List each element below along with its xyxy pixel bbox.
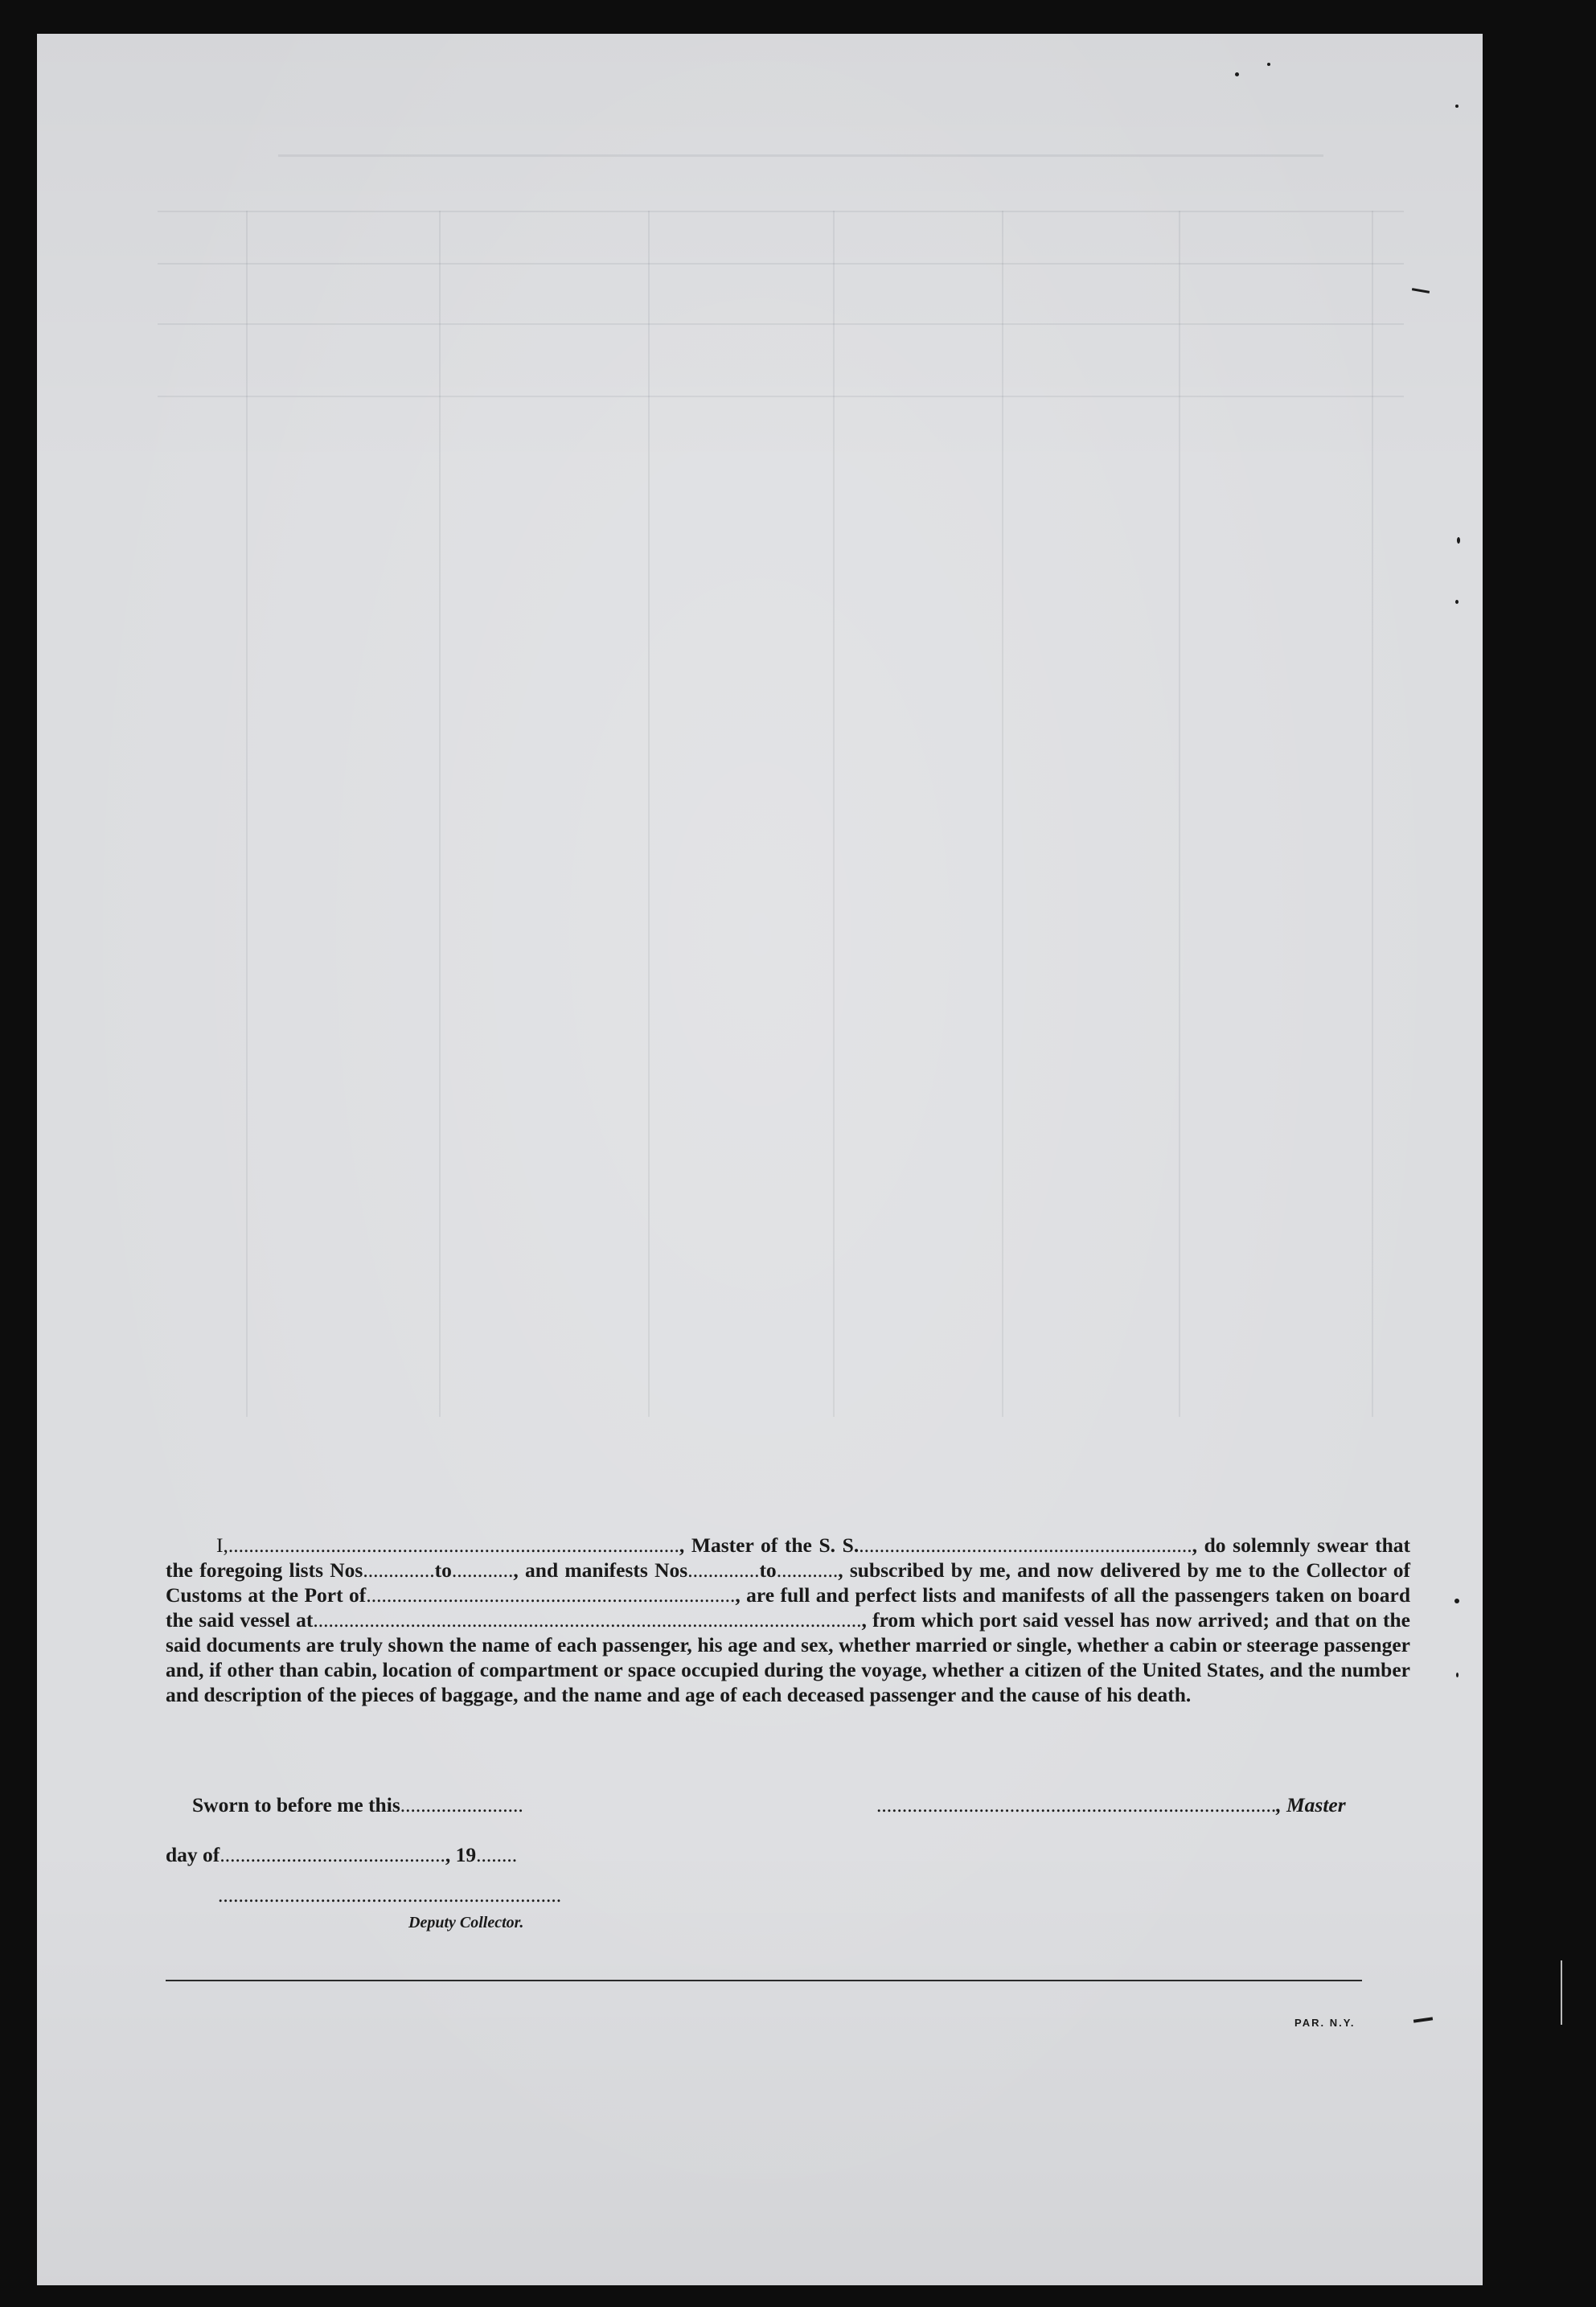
oath-i: I, [216, 1533, 228, 1557]
lists-to-blank: ............ [451, 1558, 514, 1582]
sworn-line [192, 1793, 523, 1817]
corner-mark [1412, 288, 1430, 294]
dust-speck [1267, 63, 1270, 66]
master-name-blank: ........................................................................................ [228, 1533, 679, 1557]
full-perfect-text: , are full and perfect lists and [735, 1583, 996, 1607]
year-prefix: , 19 [445, 1843, 477, 1866]
oath-body-text: port said vessel has now arrived; and that on the said documents are truly shown the name of each passenger, his age and sex, whether married or single, whether a cabin or steerage passenger and, if other than cabin, location of compartment or space occupied during the voyage, whether a citizen of the United States, and the number and description of the pieces of baggage, and the name and age of each deceased passenger and the cause of his death. [166, 1608, 1410, 1706]
bottom-rule [166, 1980, 1362, 1981]
subscribed-text: , subscribed by me, and now [838, 1558, 1093, 1582]
to-text-2: to [759, 1558, 777, 1582]
port-blank: ........................................................................ [366, 1583, 736, 1607]
ship-name-blank: ................................................................. [859, 1533, 1192, 1557]
printer-mark: PAR. N.Y. [1294, 2017, 1356, 2029]
to-text-1: to [434, 1558, 452, 1582]
manifests-to-blank: ............ [776, 1558, 839, 1582]
edge-mark [1561, 1960, 1562, 2025]
swear-text: swear that the foregoing lists Nos [166, 1533, 1410, 1582]
dust-speck [1454, 1599, 1459, 1603]
from-which-text: , from which [861, 1608, 974, 1632]
day-of-blank: ............................................ [220, 1843, 445, 1866]
delivered-text: delivered by me to the Collector of Customs at the Port of [166, 1558, 1410, 1607]
manifests-all-text: manifests of all the passengers taken on board the said vessel at [166, 1583, 1411, 1632]
dust-speck [1235, 72, 1239, 76]
master-of-ss-label: , Master of the S. S. [679, 1533, 860, 1557]
master-signature-label: , Master [1276, 1793, 1346, 1816]
dust-speck [1455, 600, 1459, 604]
dust-speck [1456, 1673, 1459, 1677]
embark-port-blank: ........................................................................................................... [313, 1608, 862, 1632]
manifests-from-blank: .............. [687, 1558, 760, 1582]
year-blank: ........ [476, 1843, 518, 1866]
deputy-signature-blank: ................................................................... [218, 1883, 562, 1907]
master-signature-line [876, 1793, 1346, 1817]
do-solemnly-text: , do solemnly [1192, 1533, 1311, 1557]
lists-from-blank: .............. [363, 1558, 435, 1582]
dust-speck [1457, 537, 1460, 544]
edge-mark [1413, 2017, 1433, 2022]
master-signature-blank: .............................................................................. [876, 1793, 1277, 1816]
sworn-label: Sworn to before me this [192, 1793, 400, 1816]
manifests-text: , and manifests Nos [513, 1558, 688, 1582]
sworn-date-blank: ........................ [400, 1793, 523, 1816]
deputy-collector-label: Deputy Collector. [408, 1914, 524, 1931]
day-of-label: day of [166, 1843, 220, 1866]
day-of-line [166, 1843, 517, 1867]
document-page [37, 34, 1483, 2285]
oath-paragraph [166, 1533, 1410, 1707]
dust-speck [1455, 105, 1459, 108]
